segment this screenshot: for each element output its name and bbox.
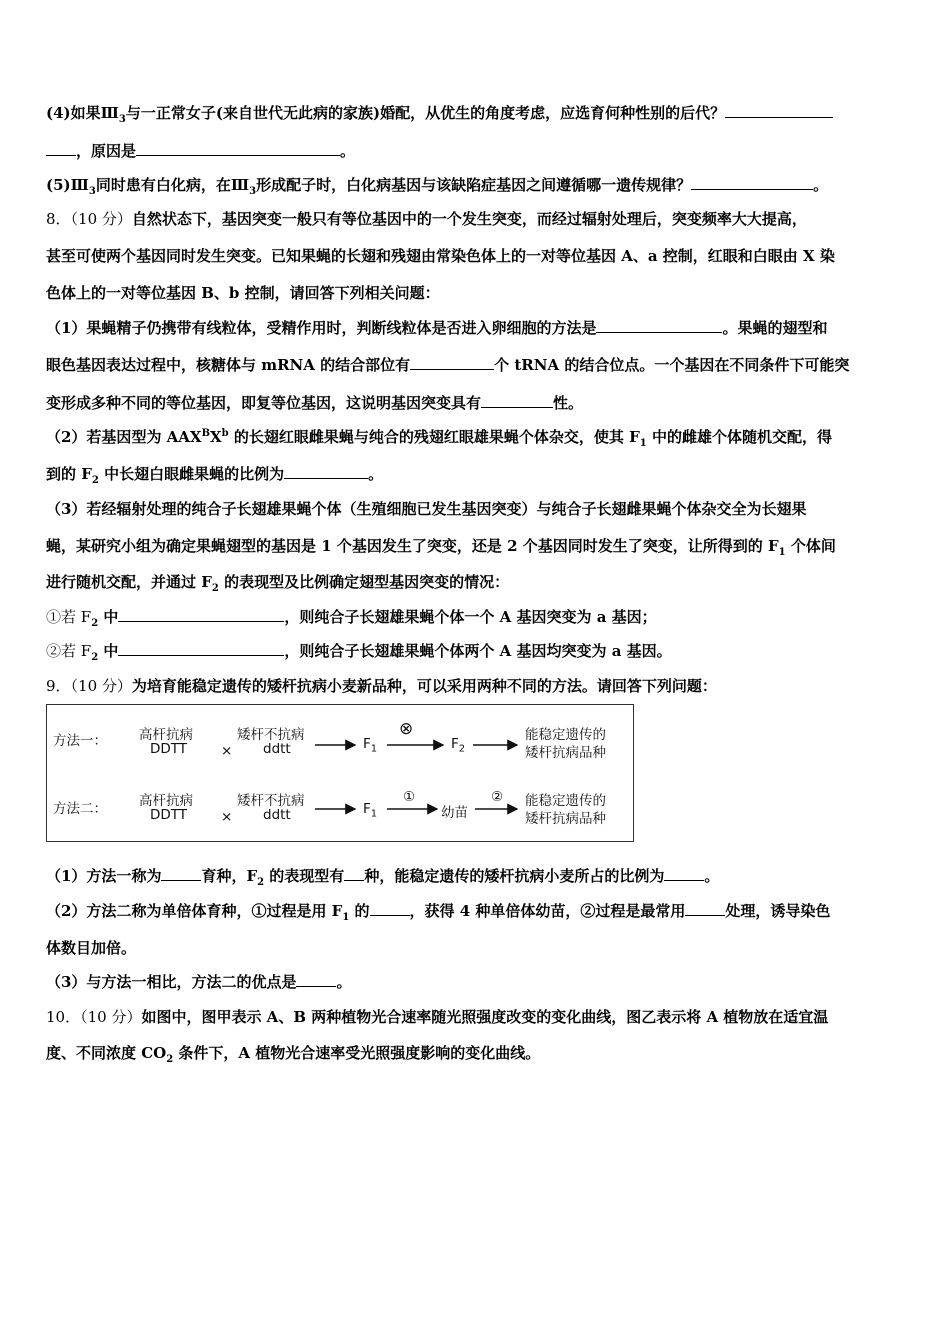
- result-line1: 能稳定遗传的: [525, 793, 606, 809]
- answer-blank[interactable]: [296, 972, 336, 987]
- answer-blank[interactable]: [481, 393, 553, 408]
- parent-dwarf-susceptible: 矮杆不抗病: [237, 793, 305, 809]
- answer-blank[interactable]: [136, 141, 340, 156]
- q8-sub3-line3: 进行随机交配，并通过 $F_2$ 的表现型及比例确定翅型基因突变的情况：: [46, 573, 510, 594]
- q8-sub1-line1: （1）果蝇精子仍携带有线粒体，受精作用时，判断线粒体是否进入卵细胞的方法是 。果蝇的翅型和: [46, 319, 828, 337]
- f1-label: $F_1$: [363, 736, 378, 755]
- answer-blank[interactable]: [344, 866, 364, 881]
- breeding-method-diagram: [46, 704, 634, 842]
- answer-blank[interactable]: [685, 901, 725, 916]
- f1-label: $F_1$: [363, 801, 378, 820]
- parent-tall-resistant: 高杆抗病: [139, 793, 193, 809]
- q10-line2: 度、不同浓度 $CO_2$ 条件下，A 植物光合速率受光照强度影响的变化曲线。: [46, 1044, 541, 1065]
- genotype-ddtt: ddtt: [263, 741, 291, 757]
- genotype-DDTT: DDTT: [150, 807, 188, 823]
- q7-part4-line2: ，原因是 。: [46, 141, 355, 161]
- answer-blank[interactable]: [161, 866, 201, 881]
- q8-sub2-line1: （2）若基因型为 $AAX^BX^b$ 的长翅红眼雌果蝇与纯合的残翅红眼雄果蝇个体杂交，使其 $F_1$ 中的雌雄个体随机交配，得: [46, 428, 832, 449]
- parent-tall-resistant: 高杆抗病: [139, 727, 193, 743]
- q8-case1: ①若 $F_2$ 中 ，则纯合子长翅雄果蝇个体一个 A 基因突变为 a 基因；: [46, 608, 657, 629]
- q8-sub1-line3: 变形成多种不同的等位基因，即复等位基因，这说明基因突变具有 性。: [46, 394, 584, 412]
- q8-sub2-line2: 到的 $F_2$ 中长翅白眼雌果蝇的比例为 。: [46, 465, 384, 486]
- answer-blank[interactable]: [46, 141, 76, 156]
- answer-blank[interactable]: [725, 103, 833, 118]
- q8-sub3-line1: （3）若经辐射处理的纯合子长翅雄果蝇个体（生殖细胞已发生基因突变）与纯合子长翅雌果蝇个体杂交全为长翅果: [46, 500, 807, 518]
- answer-blank[interactable]: [118, 641, 284, 656]
- q8-case2: ②若 $F_2$ 中 ，则纯合子长翅雄果蝇个体两个 A 基因均突变为 a 基因。: [46, 642, 672, 663]
- answer-blank[interactable]: [596, 318, 722, 333]
- parent-dwarf-susceptible: 矮杆不抗病: [237, 727, 305, 743]
- answer-blank[interactable]: [118, 607, 284, 622]
- answer-blank[interactable]: [664, 866, 704, 881]
- q9-sub2-line1: （2）方法二称为单倍体育种，①过程是用 $F_1$ 的 ，获得 4 种单倍体幼苗，②过程是最常用 处理，诱导染色: [46, 902, 831, 923]
- q8-intro-line1: 8．（10 分）自然状态下，基因突变一般只有等位基因中的一个发生突变，而经过辐射处理后，突变频率大大提高，: [46, 210, 807, 228]
- q8-intro-line3: 色体上的一对等位基因 B、b 控制，请回答下列相关问题：: [46, 284, 440, 302]
- method1-label: 方法一：: [53, 733, 107, 749]
- q7-part5: $(5)Ⅲ_3$同时患有白化病，在$Ⅲ_3$形成配子时，白化病基因与该缺陷症基因之间遵循哪一遗传规律？ 。: [46, 176, 829, 197]
- answer-blank[interactable]: [370, 901, 410, 916]
- genotype-ddtt: ddtt: [263, 807, 291, 823]
- result-line1: 能稳定遗传的: [525, 727, 606, 743]
- answer-blank[interactable]: [284, 464, 368, 479]
- q8-intro-line2: 甚至可使两个基因同时发生突变。已知果蝇的长翅和残翅由常染色体上的一对等位基因 A、a 控制，红眼和白眼由 X 染: [46, 247, 835, 265]
- selfing-icon: ⊗: [399, 719, 414, 739]
- q8-sub3-line2: 蝇，某研究小组为确定果蝇翅型的基因是 1 个基因发生了突变，还是 2 个基因同时发生了突变，让所得到的 $F_1$ 个体间: [46, 537, 836, 558]
- q9-sub2-line2: 体数目加倍。: [46, 939, 137, 957]
- q9-intro: 9．（10 分）为培育能稳定遗传的矮杆抗病小麦新品种，可以采用两种不同的方法。请回答下列问题：: [46, 677, 717, 695]
- cross-symbol: ×: [221, 743, 233, 759]
- q9-sub3: （3）与方法一相比，方法二的优点是 。: [46, 973, 352, 991]
- step1-marker: ①: [403, 789, 416, 805]
- q10-line1: 10．（10 分）如图中，图甲表示 A、B 两种植物光合速率随光照强度改变的变化曲线，图乙表示将 A 植物放在适宜温: [46, 1008, 829, 1026]
- answer-blank[interactable]: [691, 175, 813, 190]
- genotype-DDTT: DDTT: [150, 741, 188, 757]
- result-line2: 矮杆抗病品种: [525, 745, 606, 761]
- f2-label: $F_2$: [451, 736, 466, 755]
- seedling-label: 幼苗: [441, 805, 468, 821]
- q8-sub1-line2: 眼色基因表达过程中，核糖体与 mRNA 的结合部位有 个 tRNA 的结合位点。一个基因在不同条件下可能突: [46, 356, 850, 374]
- method2-label: 方法二：: [53, 801, 107, 817]
- step2-marker: ②: [491, 789, 504, 805]
- result-line2: 矮杆抗病品种: [525, 811, 606, 827]
- q9-sub1: （1）方法一称为 育种，$F_2$ 的表现型有 种，能稳定遗传的矮杆抗病小麦所占的比例为 。: [46, 867, 720, 888]
- q7-part4-line1: (4)如果$Ⅲ_3$与一正常女子(来自世代无此病的家族)婚配，从优生的角度考虑，应选育何种性别的后代？: [46, 103, 833, 123]
- cross-symbol: ×: [221, 809, 233, 825]
- answer-blank[interactable]: [410, 355, 494, 370]
